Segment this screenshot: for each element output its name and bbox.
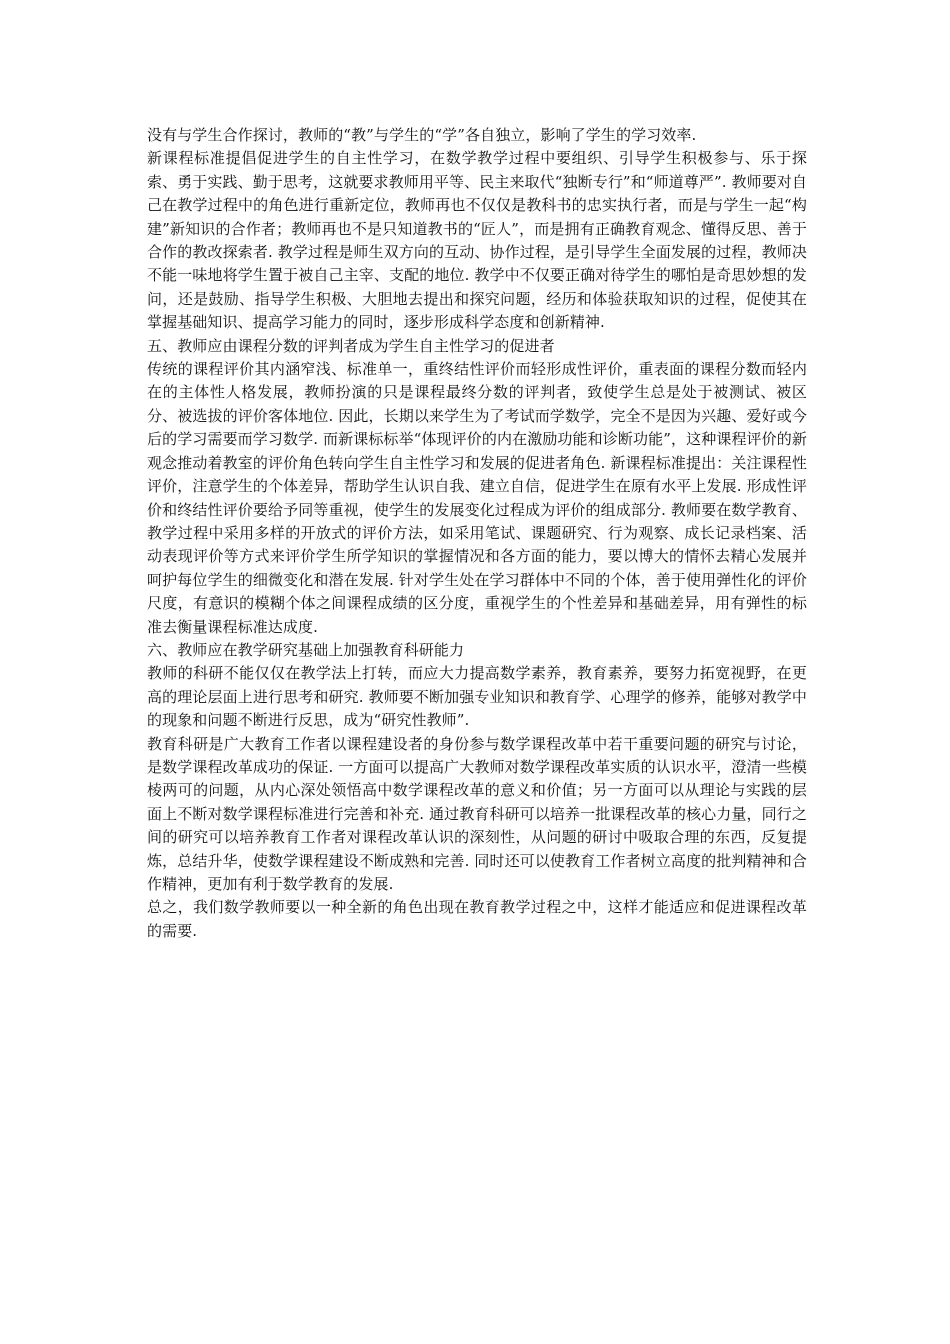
paragraph-4: 教师的科研不能仅仅在教学法上打转，而应大力提高数学素养，教育素养，要努力拓宽视野，在更高的理论层面上进行思考和研究. 教师要不断加强专业知识和教育学、心理学的修养，能够对教学中的现象和问题不断进行反思，成为“研究性教师”. — [147, 664, 807, 730]
paragraph-conclusion: 总之，我们数学教师要以一种全新的角色出现在教育教学过程之中，这样才能适应和促进课程改革的需要. — [147, 898, 807, 940]
paragraph-5: 教育科研是广大教育工作者以课程建设者的身份参与数学课程改革中若干重要问题的研究与讨论，是数学课程改革成功的保证. 一方面可以提高广大教师对数学课程改革实质的认识水平，澄清一些模棱两可的问题，从内心深处领悟高中数学课程改革的意义和价值；另一方面可以从理论与实践的层面上不断对数学课程标准进行完善和补充. 通过教育科研可以培养一批课程改革的核心力量，同行之间的研究可以培养教育工作者对课程改革认识的深刻性，从问题的研讨中吸取合理的东西，反复提炼，总结升华，使数学课程建设不断成熟和完善. 同时还可以使教育工作者树立高度的批判精神和合作精神，更加有利于数学教育的发展. — [147, 734, 807, 893]
section-heading-6: 六、教师应在教学研究基础上加强教育科研能力 — [147, 640, 465, 659]
paragraph-3: 传统的课程评价其内涵窄浅、标准单一，重终结性评价而轻形成性评价，重表面的课程分数而轻内在的主体性人格发展，教师扮演的只是课程最终分数的评判者，致使学生总是处于被测试、被区分、被选拔的评价客体地位. 因此，长期以来学生为了考试而学数学，完全不是因为兴趣、爱好或今后的学习需要而学习数学. 而新课标标举“体现评价的内在激励功能和诊断功能”，这种课程评价的新观念推动着教室的评价角色转向学生自主性学习和发展的促进者角色. 新课程标准提出：关注课程性评价，注意学生的个体差异，帮助学生认识自我、建立自信，促进学生在原有水平上发展. 形成性评价和终结性评价要给予同等重视，使学生的发展变化过程成为评价的组成部分. 教师要在数学教育、教学过程中采用多样的开放式的评价方法，如采用笔试、课题研究、行为观察、成长记录档案、活动表现评价等方式来评价学生所学知识的掌握情况和各方面的能力，要以博大的情怀去精心发展并呵护每位学生的细微变化和潜在发展. 针对学生处在学习群体中不同的个体，善于使用弹性化的评价尺度，有意识的模糊个体之间课程成绩的区分度，重视学生的个性差异和基础差异，用有弹性的标准去衡量课程标准达成度. — [147, 360, 807, 636]
section-heading-5: 五、教师应由课程分数的评判者成为学生自主性学习的促进者 — [147, 336, 555, 355]
document-page — [147, 124, 807, 943]
paragraph-1: 没有与学生合作探讨，教师的“教”与学生的“学”各自独立，影响了学生的学习效率. — [147, 126, 697, 144]
paragraph-2: 新课程标准提倡促进学生的自主性学习，在数学教学过程中要组织、引导学生积极参与、乐于探索、勇于实践、勤于思考，这就要求教师用平等、民主来取代“独断专行”和“师道尊严”. 教师要对自己在教学过程中的角色进行重新定位，教师再也不仅仅是教科书的忠实执行者，而是与学生一起“构建”新知识的合作者；教师再也不是只知道教书的“匠人”，而是拥有正确教育观念、懂得反思、善于合作的教改探索者. 教学过程是师生双方向的互动、协作过程，是引导学生全面发展的过程，教师决不能一味地将学生置于被自己主宰、支配的地位. 教学中不仅要正确对待学生的哪怕是奇思妙想的发问，还是鼓励、指导学生积极、大胆地去提出和探究问题，经历和体验获取知识的过程，促使其在掌握基础知识、提高学习能力的同时，逐步形成科学态度和创新精神. — [147, 149, 807, 332]
